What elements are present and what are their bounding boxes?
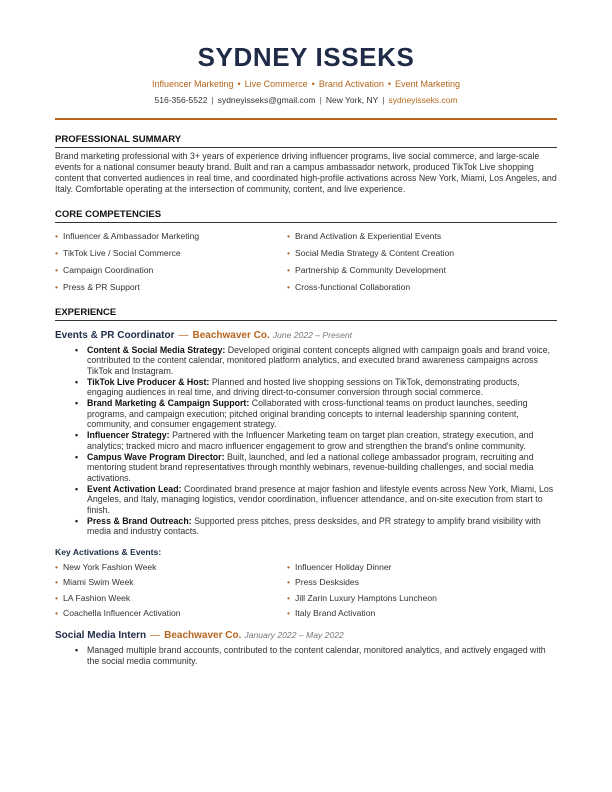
bullet-icon: •	[55, 281, 59, 292]
bullet-lead: TikTok Live Producer & Host:	[87, 376, 210, 387]
bullet-text: Collaborated with cross-functional teams on product launches, seeding programs, and campaign execution; pitched original branding concepts to internal leadership spanning content, community, and consumer engagement strategy.	[87, 398, 528, 430]
candidate-name: SYDNEY ISSEKS	[197, 42, 415, 72]
bullet-text: Planned and hosted live shopping sessions on TikTok, demonstrating products, engaging audiences in real time, and driving direct-to-consumer conversion through social commerce.	[87, 376, 520, 398]
bullet-icon: •	[287, 247, 291, 258]
contact-separator: |	[319, 95, 322, 105]
tag-separator: •	[311, 79, 315, 89]
activation-label: Italy Brand Activation	[295, 608, 376, 619]
tag-separator: •	[237, 79, 241, 89]
competency-item	[55, 282, 287, 293]
company-name: Beachwaver Co.	[192, 329, 270, 341]
competency-item	[55, 265, 287, 276]
header-divider	[55, 118, 557, 120]
activations-heading: Key Activations & Events:	[55, 546, 162, 557]
job-bullet	[75, 452, 557, 484]
bullet-icon: •	[287, 264, 291, 275]
bullet-icon: •	[55, 264, 59, 275]
bullet-text: Partnered with the Influencer Marketing team on target plan creation, strategy execution, and analytics; tracked micro and macro influencer engagement to grow and strengthen the brand's online community.	[87, 430, 534, 451]
bullet-icon: •	[55, 247, 59, 258]
job-dates: June 2022 – Present	[272, 329, 353, 340]
job-title: Social Media Intern	[55, 630, 147, 642]
competency-item	[287, 248, 537, 259]
contact-line	[55, 95, 557, 106]
job-header	[55, 629, 557, 642]
bullet-icon: •	[55, 230, 59, 241]
activation-label: Coachella Influencer Activation	[63, 608, 181, 619]
competency-label: Brand Activation & Experiential Events	[295, 230, 442, 241]
tag: Event Marketing	[395, 79, 461, 89]
job-header	[55, 329, 557, 342]
bullet-text: Coordinated brand presence at major fashion and lifestyle events across New York, Miami, Los Angeles, and Italy, managing logistics, vendor coordination, influencer attendance, and on-site execution from start to finish.	[87, 483, 554, 515]
job-bullet	[75, 484, 557, 516]
bullet-icon: •	[55, 561, 59, 572]
dash: —	[150, 630, 161, 642]
activation-label: Influencer Holiday Dinner	[295, 561, 392, 572]
experience-heading: EXPERIENCE	[55, 306, 117, 318]
activation-label: Jill Zarin Luxury Hamptons Luncheon	[295, 592, 437, 603]
bullet-icon: •	[287, 608, 291, 619]
activation-item	[287, 608, 537, 619]
competency-label: Press & PR Support	[63, 281, 140, 292]
job-bullets	[55, 345, 557, 537]
bullet-lead: Campus Wave Program Director:	[87, 451, 225, 462]
tag: Live Commerce	[244, 79, 308, 89]
competency-item	[287, 282, 537, 293]
job-bullet	[75, 398, 557, 430]
email[interactable]: sydneyisseks@gmail.com	[217, 95, 316, 105]
bullet-icon: •	[287, 592, 291, 603]
activation-item	[55, 562, 287, 573]
bullet-text: Built, launched, and led a national college ambassador program, recruiting and mentoring student brand representatives through monthly webinars, revenue-building challenges, and social media activations.	[87, 451, 534, 483]
activation-item	[287, 577, 537, 588]
summary-text: Brand marketing professional with 3+ years of experience driving influencer programs, live social commerce, and large-scale events for a national consumer beauty brand. Built and ran a campus ambassador network, produced TikTok Live shopping content that converted audiences in real time, and coordinated high-profile activations across New York, Miami, Los Angeles, and Italy. Comfortable operating at the intersection of community, content, and live experience.	[55, 150, 557, 194]
bullet-icon: •	[287, 281, 291, 292]
tag: Brand Activation	[318, 79, 384, 89]
bullet-lead: Content & Social Media Strategy:	[87, 344, 226, 355]
activation-label: Miami Swim Week	[63, 577, 134, 588]
activation-label: New York Fashion Week	[63, 561, 157, 572]
job-bullets	[55, 645, 557, 666]
activation-label: Press Desksides	[295, 577, 360, 588]
bullet-text: Developed original content concepts aligned with campaign goals and brand voice, contributed to the content calendar, monitored platform analytics, and executed brand awareness campaigns across TikTok and Instagram.	[87, 344, 551, 376]
competency-label: Social Media Strategy & Content Creation	[295, 247, 455, 258]
bullet-lead: Brand Marketing & Campaign Support:	[87, 398, 250, 409]
activation-item	[55, 577, 287, 588]
dash: —	[178, 329, 189, 341]
competency-item	[55, 231, 287, 242]
tag-separator: •	[387, 79, 392, 89]
job-title: Events & PR Coordinator	[55, 329, 175, 341]
location: New York, NY	[325, 95, 379, 105]
activation-item	[55, 593, 287, 604]
competency-label: Campaign Coordination	[63, 264, 154, 275]
bullet-lead: Press & Brand Outreach:	[87, 515, 192, 526]
job-bullet	[75, 516, 557, 537]
section-divider	[55, 222, 557, 223]
job-bullet	[75, 430, 557, 451]
competency-item	[287, 231, 537, 242]
bullet-lead: Influencer Strategy:	[87, 430, 170, 441]
competencies-list	[55, 231, 557, 293]
competency-item	[287, 265, 537, 276]
activation-item	[287, 593, 537, 604]
job-bullet	[75, 345, 557, 377]
section-divider	[55, 320, 557, 321]
website-link[interactable]: sydneyisseks.com	[388, 95, 458, 105]
activation-label: LA Fashion Week	[63, 592, 131, 603]
bullet-icon: •	[55, 577, 59, 588]
activation-item	[287, 562, 537, 573]
activations-list	[55, 562, 557, 620]
bullet-text: Supported press pitches, press desksides, and PR strategy to amplify brand visibility with media and industry contacts.	[87, 515, 541, 537]
bullet-icon: •	[55, 608, 59, 619]
competencies-heading: CORE COMPETENCIES	[55, 208, 162, 220]
activation-item	[55, 608, 287, 619]
competency-label: Influencer & Ambassador Marketing	[63, 230, 200, 241]
summary-heading: PROFESSIONAL SUMMARY	[55, 133, 182, 145]
bullet-lead: Event Activation Lead:	[87, 483, 182, 494]
bullet-text: Managed multiple brand accounts, contributed to the content calendar, monitored analytics, and actively engaged with the social media community.	[87, 645, 546, 667]
competency-label: Cross-functional Collaboration	[295, 281, 411, 292]
company-name: Beachwaver Co.	[164, 630, 242, 642]
job-bullet	[75, 645, 557, 666]
specialty-tags	[55, 79, 557, 90]
competency-label: TikTok Live / Social Commerce	[63, 247, 181, 258]
competency-label: Partnership & Community Development	[295, 264, 446, 275]
section-divider	[55, 147, 557, 148]
bullet-icon: •	[287, 230, 291, 241]
competency-item	[55, 248, 287, 259]
bullet-icon: •	[55, 592, 59, 603]
tag: Influencer Marketing	[151, 79, 234, 89]
bullet-icon: •	[287, 561, 291, 572]
phone: 516-356-5522	[154, 95, 208, 105]
job-dates: January 2022 – May 2022	[244, 630, 344, 641]
contact-separator: |	[211, 95, 214, 105]
bullet-icon: •	[287, 577, 291, 588]
job-bullet	[75, 377, 557, 398]
contact-separator: |	[382, 95, 385, 105]
